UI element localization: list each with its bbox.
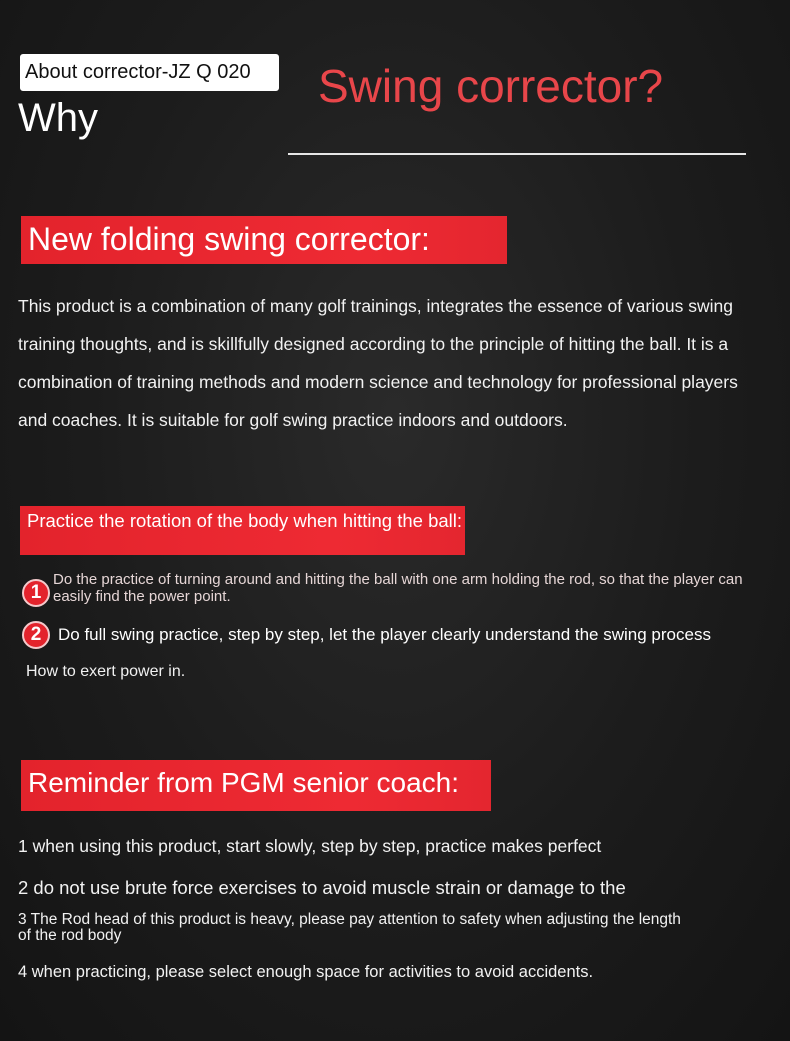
- section-heading-coach-reminder: Reminder from PGM senior coach:: [21, 760, 491, 811]
- reminder-item-1: 1 when using this product, start slowly, step by step, practice makes perfect: [18, 836, 602, 856]
- practice-item-1: Do the practice of turning around and hitting the ball with one arm holding the rod, so that the player can easily find the power point.: [53, 571, 743, 605]
- number-badge-1: 1: [22, 579, 50, 607]
- why-heading: Why: [18, 96, 98, 140]
- section-heading-folding-corrector: New folding swing corrector:: [21, 216, 507, 264]
- page-title: Swing corrector?: [318, 60, 664, 112]
- number-badge-2: 2: [22, 621, 50, 649]
- reminder-item-4: 4 when practicing, please select enough space for activities to avoid accidents.: [18, 963, 594, 981]
- practice-item-2-continuation: How to exert power in.: [26, 663, 186, 680]
- title-divider: [288, 153, 746, 155]
- reminder-item-3: 3 The Rod head of this product is heavy, please pay attention to safety when adjusting the length of the rod body: [18, 911, 681, 944]
- practice-item-2: Do full swing practice, step by step, let the player clearly understand the swing process: [58, 625, 711, 644]
- section-heading-body-rotation: Practice the rotation of the body when hitting the ball:: [20, 506, 465, 555]
- product-description: This product is a combination of many golf trainings, integrates the essence of various swing training thoughts, and is skillfully designed according to the principle of hitting the ball. It is a combination of training methods and modern science and technology for professional players and coaches. It is suitable for golf swing practice indoors and outdoors.: [18, 296, 738, 430]
- about-label-box: About corrector-JZ Q 020: [20, 54, 279, 91]
- reminder-item-2: 2 do not use brute force exercises to avoid muscle strain or damage to the: [18, 877, 626, 898]
